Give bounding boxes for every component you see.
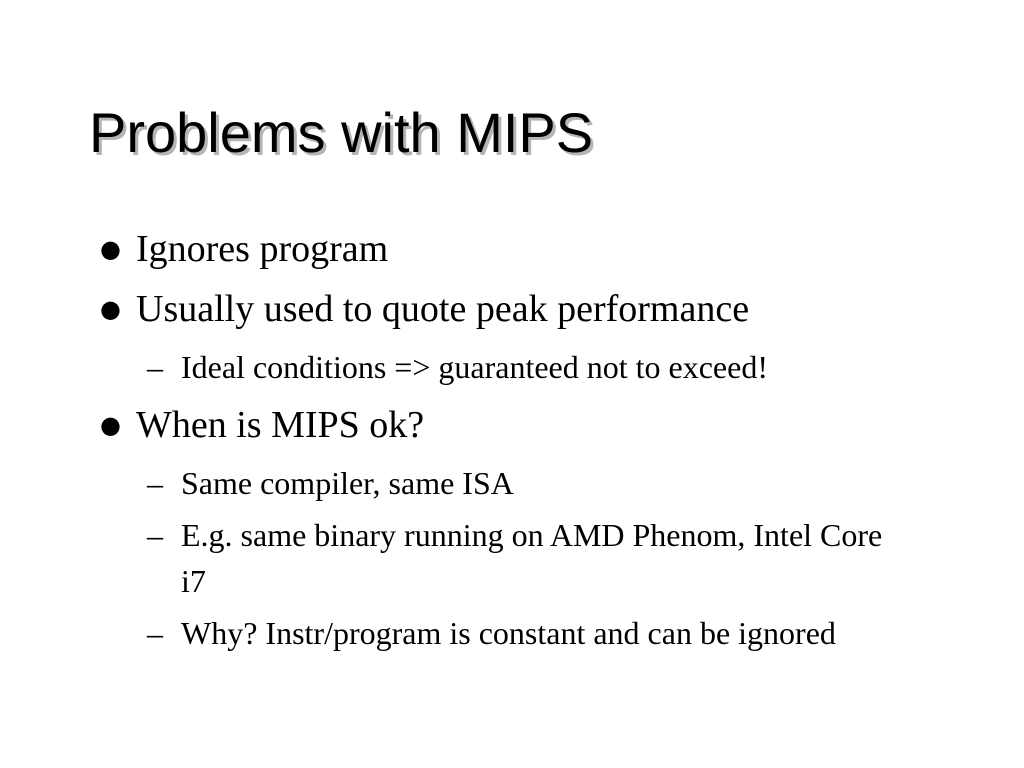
bullet-marker: ● [100,295,121,323]
dash-marker: – [147,517,163,553]
bullet-text: Usually used to quote peak performance [136,288,750,330]
sub-bullet-same-compiler [147,460,911,506]
sub-bullet-text: E.g. same binary running on AMD Phenom, Intel Core i7 [181,517,883,599]
bullet-when-mips-ok [100,402,956,448]
sub-bullet-why [147,610,911,656]
bullet-marker: ● [100,235,121,263]
bullet-text: When is MIPS ok? [136,404,425,446]
bullet-peak-performance [100,286,956,332]
bullet-marker: ● [100,411,121,439]
dash-marker: – [147,349,163,385]
bullet-ignores-program [100,226,956,272]
sub-bullet-text: Ideal conditions => guaranteed not to exceed! [181,349,768,385]
slide-title: Problems with MIPS [89,101,594,164]
sub-bullet-same-binary [147,512,911,604]
sub-bullet-text: Same compiler, same ISA [181,465,514,501]
dash-marker: – [147,465,163,501]
dash-marker: – [147,615,163,651]
sub-bullet-text: Why? Instr/program is constant and can be ignored [181,615,836,651]
bullet-text: Ignores program [136,228,389,270]
sub-bullet-ideal-conditions [147,344,911,390]
slide-body [0,226,1024,656]
